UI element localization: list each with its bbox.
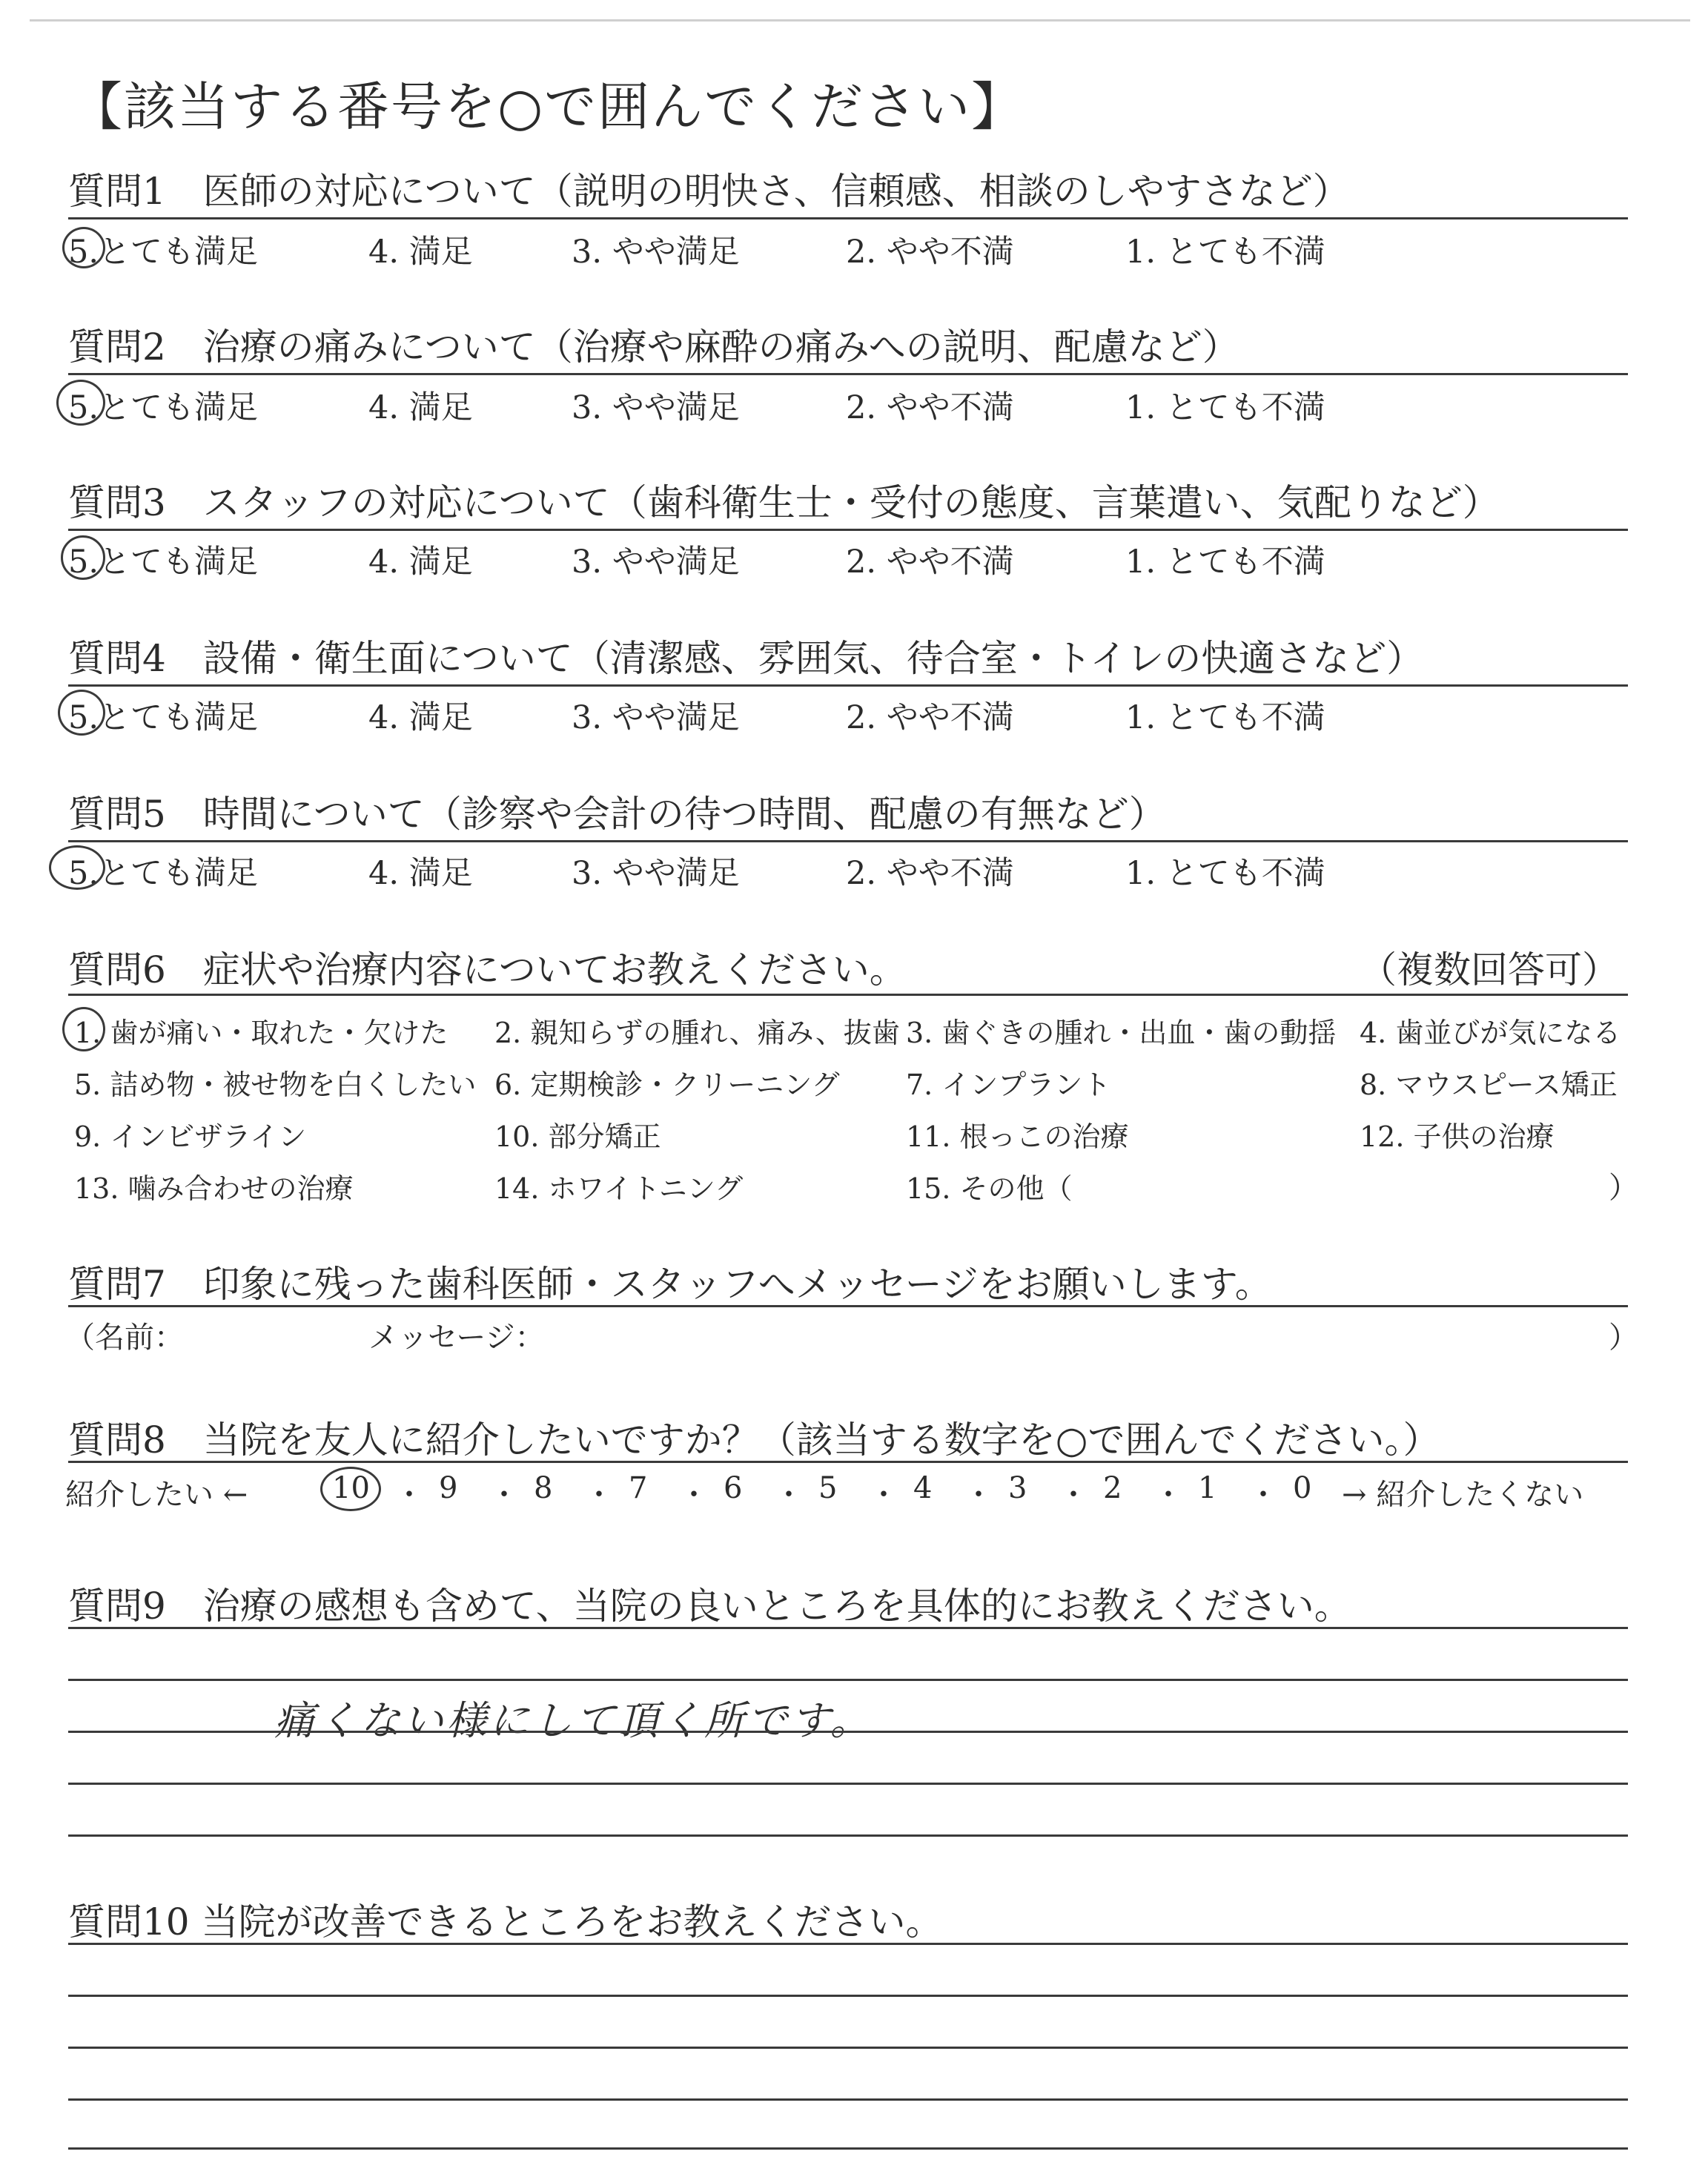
q2-answer-circle [56,380,105,426]
q1-option-1[interactable]: 1. とても不満 [1125,234,1325,271]
q10-answer-line [68,2147,1628,2150]
q6-option-14[interactable]: 14. ホワイトニング [494,1172,744,1205]
q6-option-12[interactable]: 12. 子供の治療 [1360,1120,1555,1153]
q8-dot: ・ [679,1478,709,1512]
q6-other-close-paren: ） [1609,1171,1638,1205]
q2-option-4[interactable]: 4. 満足 [368,389,473,426]
question-6-rule [68,994,1628,996]
q6-option-5[interactable]: 5. 詰め物・被せ物を白くしたい [74,1069,477,1101]
q6-option-8[interactable]: 8. マウスピース矯正 [1360,1069,1618,1101]
question-8-heading: 質問8 当院を友人に紹介したいですか？（該当する数字を○で囲んでください。） [68,1418,1440,1462]
q6-option-9[interactable]: 9. インビザライン [74,1120,307,1153]
question-4-heading: 質問4 設備・衛生面について（清潔感、雰囲気、待合室・トイレの快適さなど） [68,637,1424,680]
question-8-rule [68,1461,1628,1463]
q8-value-5[interactable]: 5 [818,1471,838,1505]
question-1-rule [68,217,1628,219]
q8-value-9[interactable]: 9 [439,1471,458,1505]
question-5-heading: 質問5 時間について（診察や会計の待つ時間、配慮の有無など） [68,793,1166,836]
q6-option-3[interactable]: 3. 歯ぐきの腫れ・出血・歯の動揺 [906,1017,1337,1049]
q7-close-paren: ） [1609,1321,1638,1355]
q9-answer-line [68,1731,1628,1733]
q7-message-field[interactable]: メッセージ： [368,1321,545,1355]
q3-option-3[interactable]: 3. やや満足 [572,544,740,581]
q3-answer-circle [61,535,105,580]
question-9-heading: 質問9 治療の感想も含めて、当院の良いところを具体的にお教えください。 [68,1585,1351,1628]
q1-answer-circle [62,227,105,268]
question-10-heading: 質問10 当院が改善できるところをお教えください。 [68,1900,943,1943]
page-title: 【該当する番号を○で囲んでください】 [70,76,1025,137]
q3-option-5[interactable]: 5.とても満足 [68,544,259,581]
q6-option-11[interactable]: 11. 根っこの治療 [906,1120,1129,1153]
q1-option-5[interactable]: 5.とても満足 [68,234,259,271]
question-2-heading: 質問2 治療の痛みについて（治療や麻酔の痛みへの説明、配慮など） [68,326,1239,369]
q9-answer-line [68,1783,1628,1785]
q8-value-1[interactable]: 1 [1198,1471,1217,1505]
q6-answer-circle [62,1007,105,1051]
question-5-rule [68,840,1628,842]
q2-option-3[interactable]: 3. やや満足 [572,389,740,426]
q6-option-13[interactable]: 13. 噛み合わせの治療 [74,1172,354,1205]
q3-option-2[interactable]: 2. やや不満 [846,544,1014,581]
question-7-rule [68,1305,1628,1307]
question-6-heading: 質問6 症状や治療内容についてお教えください。 [68,948,907,991]
question-2-rule [68,373,1628,375]
q8-dot: ・ [489,1478,519,1512]
q6-option-2[interactable]: 2. 親知らずの腫れ、痛み、抜歯 [494,1017,900,1049]
q10-answer-line [68,2098,1628,2101]
q5-option-1[interactable]: 1. とても不満 [1125,855,1325,892]
q8-value-2[interactable]: 2 [1103,1471,1122,1505]
q4-answer-circle [58,690,105,736]
q5-option-3[interactable]: 3. やや満足 [572,855,740,892]
q2-option-1[interactable]: 1. とても不満 [1125,389,1325,426]
q9-handwritten-answer[interactable]: 痛くない様にして頂く所です。 [274,1697,873,1744]
q6-option-7[interactable]: 7. インプラント [906,1069,1111,1101]
q8-dot: ・ [1248,1478,1278,1512]
q8-dot: ・ [964,1478,993,1512]
question-7-heading: 質問7 印象に残った歯科医師・スタッフへメッセージをお願いします。 [68,1263,1272,1306]
q4-option-3[interactable]: 3. やや満足 [572,699,740,736]
q2-option-5[interactable]: 5.とても満足 [68,389,259,426]
question-3-heading: 質問3 スタッフの対応について（歯科衛生士・受付の態度、言葉遣い、気配りなど） [68,481,1500,524]
q8-dot: ・ [1153,1478,1183,1512]
q5-option-2[interactable]: 2. やや不満 [846,855,1014,892]
q4-option-4[interactable]: 4. 満足 [368,699,473,736]
q8-value-4[interactable]: 4 [913,1471,933,1505]
q6-option-1[interactable]: 1. 歯が痛い・取れた・欠けた [74,1017,448,1049]
q5-answer-circle [49,845,105,890]
q4-option-2[interactable]: 2. やや不満 [846,699,1014,736]
q10-answer-line [68,1995,1628,1997]
q8-dot: ・ [869,1478,898,1512]
q10-answer-line [68,1943,1628,1945]
q6-option-15[interactable]: 15. その他（ [906,1172,1073,1205]
q4-option-1[interactable]: 1. とても不満 [1125,699,1325,736]
q9-answer-line [68,1627,1628,1629]
q3-option-1[interactable]: 1. とても不満 [1125,544,1325,581]
q8-value-6[interactable]: 6 [724,1471,743,1505]
question-3-rule [68,529,1628,531]
q8-dot: ・ [1059,1478,1088,1512]
q8-dot: ・ [584,1478,614,1512]
q3-option-4[interactable]: 4. 満足 [368,544,473,581]
q8-value-10[interactable]: 10 [332,1471,370,1505]
q9-answer-line [68,1679,1628,1681]
q10-answer-line [68,2047,1628,2049]
q8-answer-circle [320,1467,381,1511]
q4-option-5[interactable]: 5.とても満足 [68,699,259,736]
page-top-border [30,19,1690,22]
q8-value-8[interactable]: 8 [534,1471,553,1505]
q8-scale-right-label: → 紹介したくない [1342,1478,1584,1512]
q8-dot: ・ [394,1478,424,1512]
q8-value-7[interactable]: 7 [629,1471,648,1505]
q6-option-6[interactable]: 6. 定期検診・クリーニング [494,1069,840,1101]
q7-name-field[interactable]: （名前： [65,1321,184,1355]
q8-value-0[interactable]: 0 [1293,1471,1312,1505]
question-6-note: （複数回答可） [1360,948,1619,991]
q8-scale-left-label: 紹介したい ← [65,1478,248,1512]
q6-option-4[interactable]: 4. 歯並びが気になる [1360,1017,1621,1049]
q2-option-2[interactable]: 2. やや不満 [846,389,1014,426]
q8-value-3[interactable]: 3 [1008,1471,1027,1505]
q5-option-4[interactable]: 4. 満足 [368,855,473,892]
q5-option-5[interactable]: 5.とても満足 [68,855,259,892]
q9-answer-line [68,1834,1628,1837]
q1-option-4[interactable]: 4. 満足 [368,234,473,271]
question-1-heading: 質問1 医師の対応について（説明の明快さ、信頼感、相談のしやすさなど） [68,170,1350,213]
q8-dot: ・ [774,1478,804,1512]
q1-option-3[interactable]: 3. やや満足 [572,234,740,271]
question-4-rule [68,684,1628,687]
q1-option-2[interactable]: 2. やや不満 [846,234,1014,271]
q6-option-10[interactable]: 10. 部分矯正 [494,1120,661,1153]
